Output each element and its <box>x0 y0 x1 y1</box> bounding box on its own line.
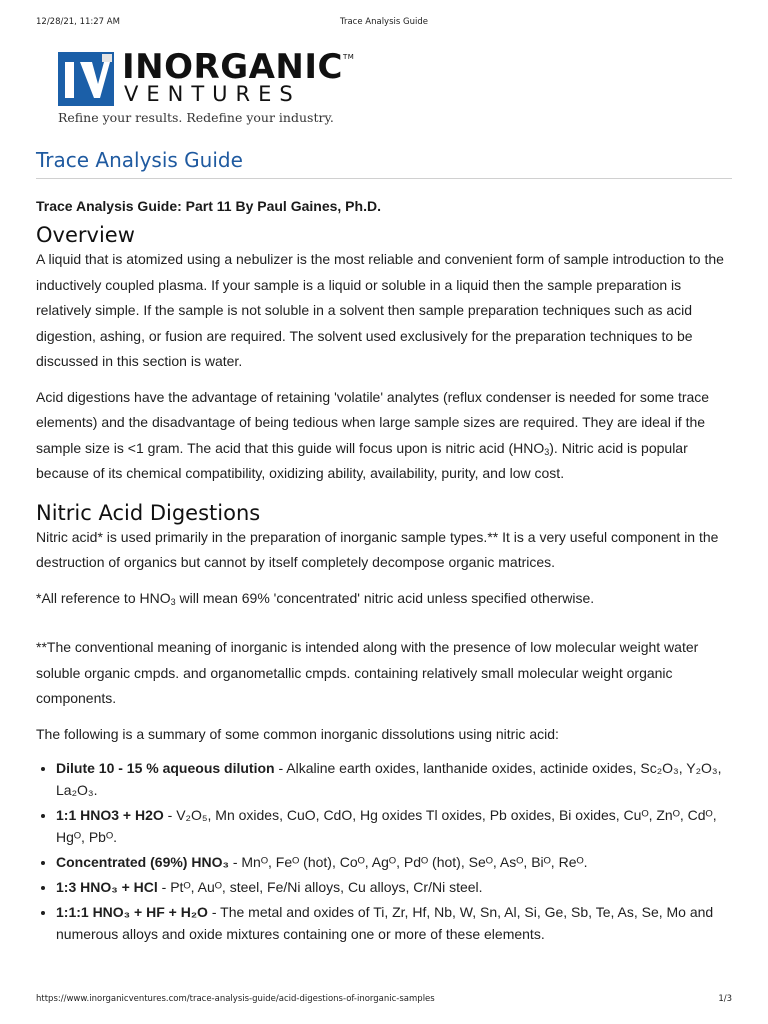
nitric-paragraph-2 <box>36 586 732 612</box>
list-item-text: - Alkaline earth oxides, lanthanide oxides, actinide oxides, Sc₂O₃, Y₂O₃, La₂O₃. <box>56 760 722 798</box>
list-item <box>56 804 732 848</box>
list-item <box>56 876 732 898</box>
list-item-label: 1:1:1 HNO₃ + HF + H₂O <box>56 904 208 920</box>
inorganic-ventures-logo[interactable] <box>58 47 355 127</box>
dissolution-list <box>36 757 732 945</box>
overview-paragraph-1: A liquid that is atomized using a nebulizer is the most reliable and convenient form of sample introduction to the inductively coupled plasma. If your sample is a liquid or soluble in a liquid then the sample preparation is relatively simple. If the sample is not soluble in a solvent then sample preparation techniques such as acid digestion, ashing, or fusion are required. The solvent used exclusively for the preparation techniques to be discussed in this section is water. <box>36 251 724 369</box>
list-item <box>56 851 732 873</box>
list-item-label: 1:1 HNO3 + H2O <box>56 807 164 823</box>
logo-sub: VENTURES <box>124 82 301 106</box>
list-item-text: - Ptᴼ, Auᴼ, steel, Fe/Ni alloys, Cu alloys, Cr/Ni steel. <box>157 879 483 895</box>
overview-p2-part-a: Acid digestions have the advantage of retaining 'volatile' analytes (reflux condenser is needed for some trace elements) and the disadvantage of being tedious when large sample sizes are required. They are ideal if the sample size is <1 gram. The acid that this guide will focus upon is nitric acid (HNO <box>36 388 710 456</box>
nitric-p2-part-a: *All reference to HNO <box>36 589 171 606</box>
print-page-number: 1/3 <box>718 994 732 1004</box>
overview-p2-part-b: ). Nitric acid is popular because of its chemical compatibility, oxidizing ability, availability, purity, and low cost. <box>36 439 688 481</box>
print-datetime: 12/28/21, 11:27 AM <box>36 17 120 27</box>
logo-name-text: INORGANIC <box>122 47 343 87</box>
subscript-3: 3 <box>544 446 550 457</box>
print-title: Trace Analysis Guide <box>340 17 428 27</box>
overview-heading: Overview <box>36 223 135 247</box>
logo-mark-icon <box>58 52 114 106</box>
list-item <box>56 901 732 945</box>
logo-name <box>122 47 355 87</box>
subscript-3: 3 <box>170 596 176 607</box>
title-divider <box>36 178 732 179</box>
nitric-paragraph-3: **The conventional meaning of inorganic is intended along with the presence of low molecular weight water soluble organic cmpds. and organometallic cmpds. containing relatively small molecular weight organic components. <box>36 639 699 706</box>
article <box>36 148 732 948</box>
list-item-label: Dilute 10 - 15 % aqueous dilution <box>56 760 275 776</box>
nitric-heading: Nitric Acid Digestions <box>36 500 261 525</box>
page-title: Trace Analysis Guide <box>36 148 243 172</box>
list-item-text: - V₂O₅, Mn oxides, CuO, CdO, Hg oxides Tl oxides, Pb oxides, Bi oxides, Cuᴼ, Znᴼ, Cdᴼ, Hgᴼ, Pbᴼ. <box>56 807 717 845</box>
list-item-label: Concentrated (69%) HNO₃ <box>56 854 229 870</box>
article-subtitle: Trace Analysis Guide: Part 11 By Paul Gaines, Ph.D. <box>36 198 381 214</box>
nitric-paragraph-4: The following is a summary of some common inorganic dissolutions using nitric acid: <box>36 725 559 742</box>
logo-tagline: Refine your results. Redefine your industry. <box>58 110 334 125</box>
list-item <box>56 757 732 801</box>
logo-tm: TM <box>342 53 355 61</box>
nitric-p2-part-b: will mean 69% 'concentrated' nitric acid unless specified otherwise. <box>175 589 595 606</box>
nitric-paragraph-1: Nitric acid* is used primarily in the preparation of inorganic sample types.** It is a very useful component in the destruction of organics but cannot by itself completely decompose organic matrices. <box>36 528 719 570</box>
list-item-text: - The metal and oxides of Ti, Zr, Hf, Nb, W, Sn, Al, Si, Ge, Sb, Te, As, Se, Mo and numerous alloys and oxide mixtures containing one or more of these elements. <box>56 904 714 942</box>
list-item-text: - Mnᴼ, Feᴼ (hot), Coᴼ, Agᴼ, Pdᴼ (hot), Seᴼ, Asᴼ, Biᴼ, Reᴼ. <box>228 854 588 870</box>
overview-paragraph-2 <box>36 385 732 487</box>
list-item-label: 1:3 HNO₃ + HCl <box>56 879 158 895</box>
print-url[interactable]: https://www.inorganicventures.com/trace-analysis-guide/acid-digestions-of-inorganic-samples <box>36 994 435 1004</box>
